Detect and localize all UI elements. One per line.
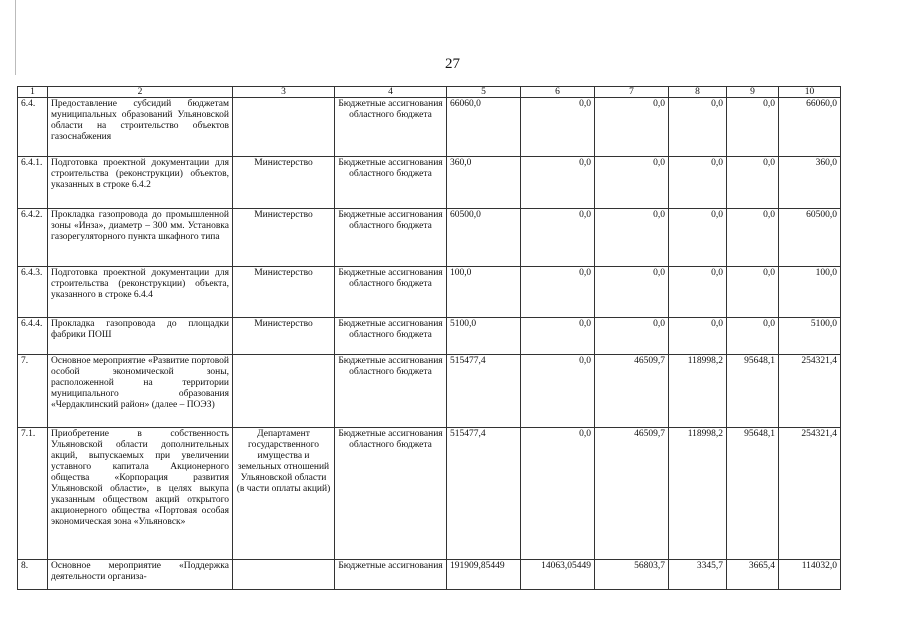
- row-number-cell: 7.1.: [18, 428, 48, 560]
- funding-source-cell: Бюджетные ассигнования областного бюджета: [335, 209, 447, 267]
- activity-name-cell: Основное мероприятие «Развитие портовой особой экономической зоны, расположенной на территории муниципального образования «Чердаклинский район» (далее – ПОЭЗ): [48, 355, 233, 428]
- value-cell: 0,0: [727, 209, 779, 267]
- activity-name-cell: Подготовка проектной документации для строительства (реконструкции) объектов, указанных в строке 6.4.2: [48, 157, 233, 209]
- value-cell: 5100,0: [447, 318, 521, 355]
- executor-cell: Министерство: [233, 209, 335, 267]
- executor-cell: Министерство: [233, 318, 335, 355]
- row-number-cell: 6.4.4.: [18, 318, 48, 355]
- header-cell: 10: [779, 87, 841, 98]
- value-cell: 100,0: [779, 267, 841, 318]
- value-cell: 0,0: [595, 157, 669, 209]
- value-cell: 0,0: [669, 267, 727, 318]
- activity-name-cell: Предоставление субсидий бюджетам муниципальных образований Ульяновской области на строительство объектов газоснабжения: [48, 98, 233, 157]
- budget-table: [17, 86, 841, 590]
- value-cell: 3345,7: [669, 560, 727, 590]
- funding-source-cell: Бюджетные ассигнования областного бюджета: [335, 355, 447, 428]
- table-row: [18, 157, 841, 209]
- header-cell: 5: [447, 87, 521, 98]
- table-row: [18, 560, 841, 590]
- table-row: [18, 209, 841, 267]
- table-row: [18, 318, 841, 355]
- value-cell: 60500,0: [447, 209, 521, 267]
- header-cell: 6: [521, 87, 595, 98]
- header-cell: 1: [18, 87, 48, 98]
- value-cell: 118998,2: [669, 428, 727, 560]
- value-cell: 0,0: [595, 318, 669, 355]
- header-cell: 3: [233, 87, 335, 98]
- activity-name-cell: Подготовка проектной документации для строительства (реконструкции) объекта, указанного в строке 6.4.4: [48, 267, 233, 318]
- row-number-cell: 7.: [18, 355, 48, 428]
- executor-cell: Министерство: [233, 267, 335, 318]
- header-cell: 9: [727, 87, 779, 98]
- funding-source-cell: Бюджетные ассигнования: [335, 560, 447, 590]
- value-cell: 0,0: [669, 209, 727, 267]
- executor-cell: Министерство: [233, 157, 335, 209]
- value-cell: 0,0: [521, 355, 595, 428]
- value-cell: 515477,4: [447, 355, 521, 428]
- header-cell: 8: [669, 87, 727, 98]
- header-cell: 2: [48, 87, 233, 98]
- value-cell: 0,0: [669, 318, 727, 355]
- table-row: [18, 98, 841, 157]
- value-cell: 0,0: [727, 318, 779, 355]
- header-cell: 4: [335, 87, 447, 98]
- value-cell: 191909,85449: [447, 560, 521, 590]
- value-cell: 0,0: [669, 157, 727, 209]
- value-cell: 118998,2: [669, 355, 727, 428]
- table-row: [18, 355, 841, 428]
- funding-source-cell: Бюджетные ассигнования областного бюджета: [335, 267, 447, 318]
- value-cell: 60500,0: [779, 209, 841, 267]
- value-cell: 46509,7: [595, 355, 669, 428]
- funding-source-cell: Бюджетные ассигнования областного бюджета: [335, 98, 447, 157]
- value-cell: 95648,1: [727, 355, 779, 428]
- value-cell: 3665,4: [727, 560, 779, 590]
- header-cell: 7: [595, 87, 669, 98]
- value-cell: 114032,0: [779, 560, 841, 590]
- executor-cell: Департамент государственного имущества и земельных отношений Ульяновской области (в части оплаты акций): [233, 428, 335, 560]
- value-cell: 254321,4: [779, 428, 841, 560]
- row-number-cell: 8.: [18, 560, 48, 590]
- table-row: [18, 428, 841, 560]
- value-cell: 0,0: [595, 98, 669, 157]
- table-row: [18, 267, 841, 318]
- executor-cell: [233, 560, 335, 590]
- value-cell: 0,0: [595, 209, 669, 267]
- value-cell: 5100,0: [779, 318, 841, 355]
- value-cell: 0,0: [669, 98, 727, 157]
- page-number: 27: [445, 56, 460, 72]
- header-row: [18, 87, 841, 98]
- value-cell: 0,0: [727, 157, 779, 209]
- value-cell: 0,0: [521, 157, 595, 209]
- activity-name-cell: Прокладка газопровода до площадки фабрики ПОШ: [48, 318, 233, 355]
- row-number-cell: 6.4.: [18, 98, 48, 157]
- value-cell: 0,0: [521, 428, 595, 560]
- value-cell: 0,0: [727, 267, 779, 318]
- value-cell: 66060,0: [447, 98, 521, 157]
- value-cell: 0,0: [521, 209, 595, 267]
- executor-cell: [233, 355, 335, 428]
- value-cell: 66060,0: [779, 98, 841, 157]
- value-cell: 0,0: [521, 318, 595, 355]
- value-cell: 0,0: [595, 267, 669, 318]
- value-cell: 46509,7: [595, 428, 669, 560]
- activity-name-cell: Прокладка газопровода до промышленной зоны «Инза», диаметр – 300 мм. Установка газорегуляторного пункта шкафного типа: [48, 209, 233, 267]
- value-cell: 0,0: [521, 267, 595, 318]
- value-cell: 0,0: [727, 98, 779, 157]
- value-cell: 254321,4: [779, 355, 841, 428]
- activity-name-cell: Приобретение в собственность Ульяновской области дополнительных акций, выпускаемых при увеличении уставного капитала Акционерного общества «Корпорация развития Ульяновской области», в целях выкупа указанным обществом акций открытого акционерного общества «Портовая особая экономическая зона «Ульяновск»: [48, 428, 233, 560]
- funding-source-cell: Бюджетные ассигнования областного бюджета: [335, 318, 447, 355]
- executor-cell: [233, 98, 335, 157]
- value-cell: 360,0: [447, 157, 521, 209]
- value-cell: 100,0: [447, 267, 521, 318]
- activity-name-cell: Основное мероприятие «Поддержка деятельности организа-: [48, 560, 233, 590]
- row-number-cell: 6.4.1.: [18, 157, 48, 209]
- funding-source-cell: Бюджетные ассигнования областного бюджета: [335, 428, 447, 560]
- row-number-cell: 6.4.2.: [18, 209, 48, 267]
- value-cell: 56803,7: [595, 560, 669, 590]
- row-number-cell: 6.4.3.: [18, 267, 48, 318]
- funding-source-cell: Бюджетные ассигнования областного бюджета: [335, 157, 447, 209]
- value-cell: 360,0: [779, 157, 841, 209]
- value-cell: 95648,1: [727, 428, 779, 560]
- value-cell: 14063,05449: [521, 560, 595, 590]
- value-cell: 0,0: [521, 98, 595, 157]
- value-cell: 515477,4: [447, 428, 521, 560]
